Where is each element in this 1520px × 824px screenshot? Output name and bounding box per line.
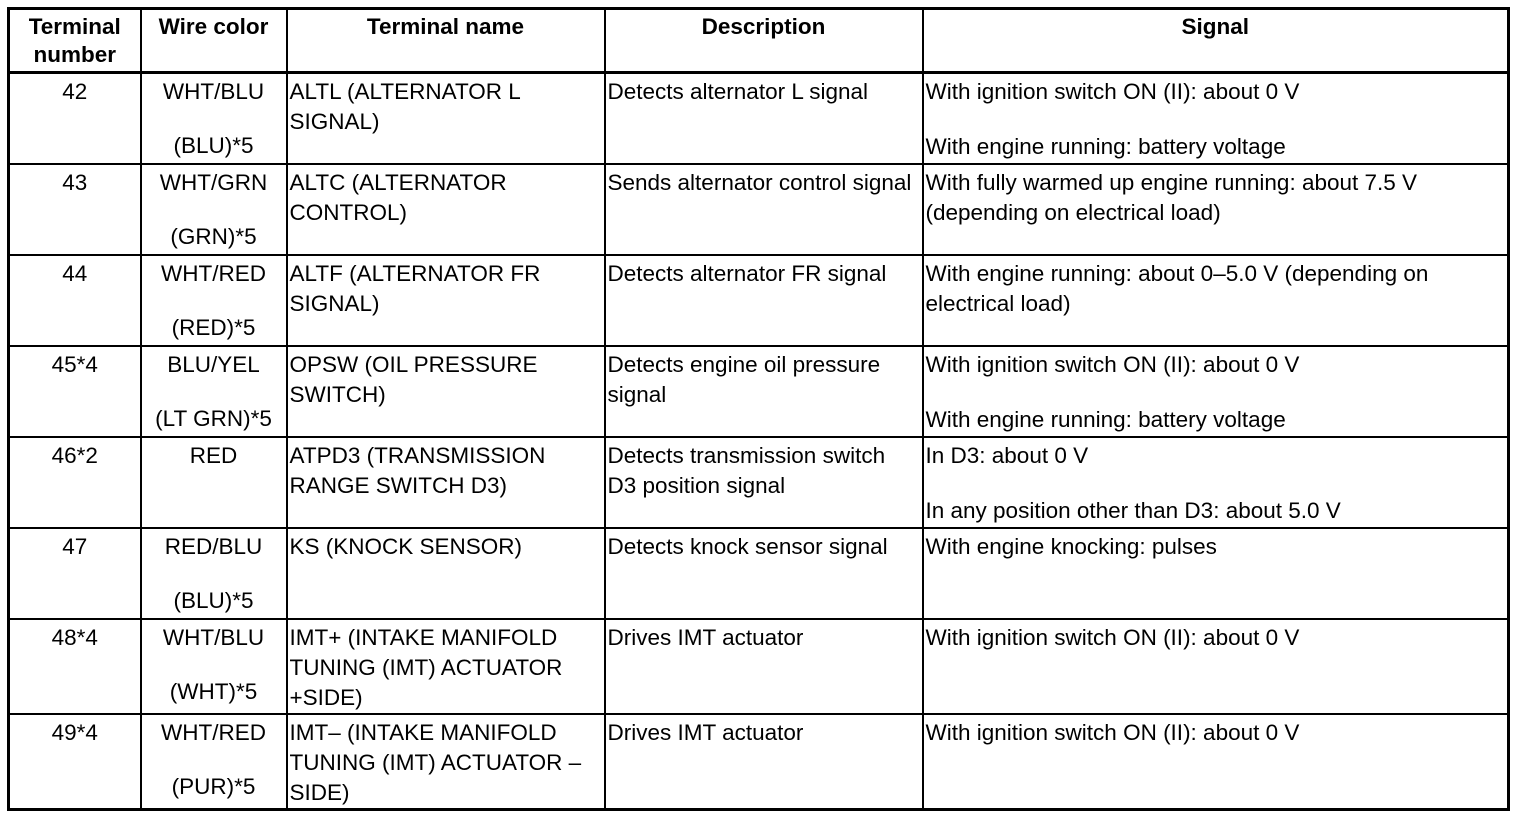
terminal-name: ALTL (ALTERNATOR L SIGNAL) xyxy=(287,73,605,164)
terminal-name: ATPD3 (TRANSMISSION RANGE SWITCH D3) xyxy=(287,437,605,528)
terminal-number: 46*2 xyxy=(9,437,141,528)
signal xyxy=(923,528,1509,619)
signal xyxy=(923,714,1509,810)
wire-color-primary: WHT/RED xyxy=(161,260,266,286)
wire-color xyxy=(141,73,287,164)
header-terminal-number: Terminal number xyxy=(9,9,141,73)
wire-color xyxy=(141,437,287,528)
table-row xyxy=(9,619,1509,714)
wire-color-alt: (WHT)*5 xyxy=(169,678,258,704)
wire-color xyxy=(141,164,287,255)
description: Drives IMT actuator xyxy=(605,714,923,810)
terminal-number: 49*4 xyxy=(9,714,141,810)
signal-line-1: With ignition switch ON (II): about 0 V xyxy=(925,719,1300,745)
terminal-name: KS (KNOCK SENSOR) xyxy=(287,528,605,619)
signal-line-1: With ignition switch ON (II): about 0 V xyxy=(925,79,1300,104)
wire-color-primary: RED xyxy=(189,442,238,468)
signal xyxy=(923,255,1509,346)
terminal-number: 48*4 xyxy=(9,619,141,714)
description: Detects transmission switch D3 position signal xyxy=(605,437,923,528)
signal-line-2: With engine running: battery voltage xyxy=(925,406,1286,432)
wire-color-primary: WHT/BLU xyxy=(162,79,265,104)
wire-color-alt: (PUR)*5 xyxy=(171,773,256,799)
wire-color-primary: WHT/GRN xyxy=(159,169,268,195)
signal xyxy=(923,346,1509,437)
table-row xyxy=(9,73,1509,164)
signal-line-2: With engine running: battery voltage xyxy=(925,134,1286,159)
table-row xyxy=(9,437,1509,528)
signal-line-1: With ignition switch ON (II): about 0 V xyxy=(925,624,1300,650)
wire-color xyxy=(141,346,287,437)
terminal-name: IMT– (INTAKE MANIFOLD TUNING (IMT) ACTUATOR –SIDE) xyxy=(287,714,605,810)
header-wire-color: Wire color xyxy=(141,9,287,73)
signal xyxy=(923,619,1509,714)
table-row xyxy=(9,164,1509,255)
terminal-name: IMT+ (INTAKE MANIFOLD TUNING (IMT) ACTUATOR +SIDE) xyxy=(287,619,605,714)
description: Detects engine oil pressure signal xyxy=(605,346,923,437)
terminal-name: ALTC (ALTERNATOR CONTROL) xyxy=(287,164,605,255)
wire-color xyxy=(141,714,287,810)
description: Detects alternator L signal xyxy=(605,73,923,164)
header-signal: Signal xyxy=(923,9,1509,73)
wire-color xyxy=(141,619,287,714)
wire-color-alt: (BLU)*5 xyxy=(173,133,254,158)
wire-color xyxy=(141,255,287,346)
terminal-table xyxy=(7,7,1510,811)
description: Sends alternator control signal xyxy=(605,164,923,255)
wire-color xyxy=(141,528,287,619)
wire-color-primary: RED/BLU xyxy=(164,533,263,559)
signal xyxy=(923,164,1509,255)
terminal-number: 47 xyxy=(9,528,141,619)
description: Drives IMT actuator xyxy=(605,619,923,714)
wire-color-alt: (GRN)*5 xyxy=(170,223,257,249)
signal-line-1: In D3: about 0 V xyxy=(925,442,1089,468)
signal xyxy=(923,437,1509,528)
wire-color-alt: (RED)*5 xyxy=(171,314,256,340)
signal-line-2: In any position other than D3: about 5.0 V xyxy=(925,497,1341,523)
terminal-name: OPSW (OIL PRESSURE SWITCH) xyxy=(287,346,605,437)
description: Detects knock sensor signal xyxy=(605,528,923,619)
wire-color-primary: WHT/RED xyxy=(161,719,266,745)
table-row xyxy=(9,528,1509,619)
terminal-number: 45*4 xyxy=(9,346,141,437)
table-row xyxy=(9,714,1509,810)
wire-color-alt: (LT GRN)*5 xyxy=(155,405,272,431)
terminal-number: 44 xyxy=(9,255,141,346)
terminal-number: 42 xyxy=(9,73,141,164)
wire-color-alt: (BLU)*5 xyxy=(173,587,254,613)
signal xyxy=(923,73,1509,164)
header-description: Description xyxy=(605,9,923,73)
table-row xyxy=(9,255,1509,346)
header-row xyxy=(9,9,1509,73)
signal-line-1: With engine running: about 0–5.0 V (depending on electrical load) xyxy=(925,260,1429,316)
wire-color-primary: BLU/YEL xyxy=(167,351,260,377)
table-row xyxy=(9,346,1509,437)
signal-line-1: With engine knocking: pulses xyxy=(925,533,1217,559)
terminal-name: ALTF (ALTERNATOR FR SIGNAL) xyxy=(287,255,605,346)
signal-line-1: With ignition switch ON (II): about 0 V xyxy=(925,351,1300,377)
header-terminal-name: Terminal name xyxy=(287,9,605,73)
terminal-number: 43 xyxy=(9,164,141,255)
description: Detects alternator FR signal xyxy=(605,255,923,346)
wire-color-primary: WHT/BLU xyxy=(162,624,265,650)
signal-line-1: With fully warmed up engine running: about 7.5 V (depending on electrical load) xyxy=(925,169,1418,225)
